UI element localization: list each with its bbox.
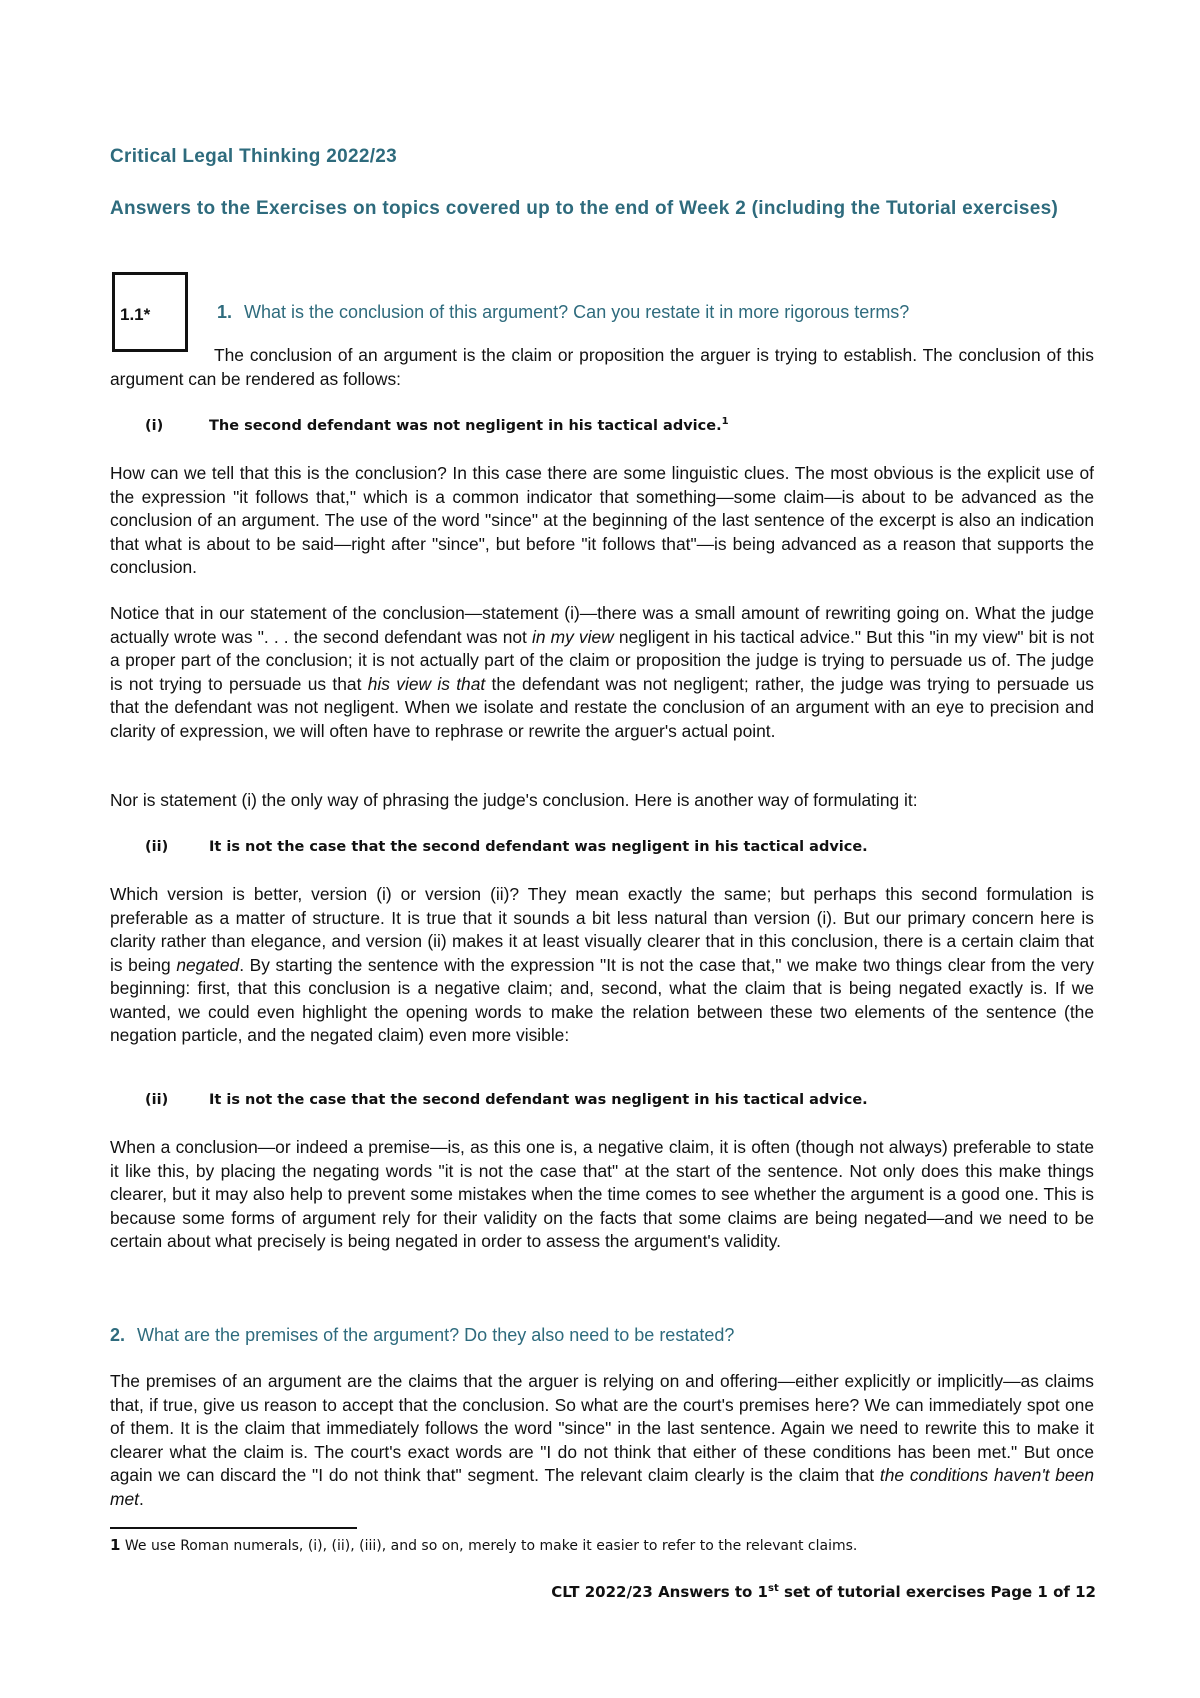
paragraph-another-way: Nor is statement (i) the only way of phrasing the judge's conclusion. Here is another way of formulating it:: [110, 790, 918, 810]
question-2-number: 2.: [110, 1325, 126, 1345]
statement-ii-highlighted: [145, 1092, 868, 1108]
page-footer: [551, 1583, 1096, 1601]
paragraph-which-version: [110, 883, 1094, 1048]
paragraph-negative-claim: When a conclusion—or indeed a premise—is, as this one is, a negative claim, it is often (though not always) preferable to state it like this, by placing the negating words "it is not the case that" at the start of the sentence. Not only does this make things clearer, but it may also help to prevent some mistakes when the time comes to see whether the argument is a good one. This is because some forms of argument rely for their validity on the facts that some claims are being negated—and we need to be certain about what precisely is being negated in order to assess the argument's validity.: [110, 1137, 1094, 1251]
footnote-reference: 1: [721, 416, 729, 428]
statement-ii-highlighted-text: It is not the case that the second defendant was negligent in his tactical advice.: [209, 1092, 868, 1108]
paragraph-premises: [110, 1370, 1094, 1511]
paragraph-which-version-part-c: . By starting the sentence with the expression "It is not the case that," we make two things clear from the very beginning: first, that this conclusion is a negative claim; and, second, what the claim that is being negated exactly is. If we wanted, we could even highlight the opening words to make the relation between these two elements of the sentence (the negation particle, and the negated claim) even more visible:: [110, 954, 1094, 1045]
footnote-text: We use Roman numerals, (i), (ii), (iii), and so on, merely to make it easier to refer to the relevant claims.: [124, 1538, 858, 1554]
question-2-text: What are the premises of the argument? Do they also need to be restated?: [137, 1325, 735, 1345]
paragraph-which-version-part-a: Which version is better, version (i) or version (ii)? They mean exactly the same; but perhaps this second formulation is preferable as a matter of structure. It is true that it sounds a bit less natural than version (i). But our primary concern here is clarity rather than elegance, and version (ii) makes it at least visually clearer that in this conclusion, there is a certain claim that is being: [110, 884, 1094, 975]
paragraph-rewriting: [110, 602, 1094, 743]
paragraph-rewriting-emphasis-1: in my view: [531, 626, 614, 647]
paragraph-rewriting-emphasis-2: his view is that: [367, 673, 486, 694]
paragraph-premises-emphasis: the conditions haven't been met: [110, 1465, 1094, 1509]
question-2-heading: [110, 1325, 734, 1346]
statement-ii-text: It is not the case that the second defendant was negligent in his tactical advice.: [209, 839, 868, 855]
paragraph-rewriting-part-a: Notice that in our statement of the conclusion—statement (i)—there was a small amount of rewriting going on. What the judge actually wrote was ". . . the second defendant was not: [110, 603, 1094, 647]
exercise-number-box: [112, 272, 188, 352]
document-subtitle: Answers to the Exercises on topics covered up to the end of Week 2 (including the Tutorial exercises): [110, 198, 1059, 219]
statement-ii-highlighted-number: (ii): [145, 1092, 169, 1108]
footnote-separator: [110, 1527, 357, 1529]
statement-i-number: (i): [145, 418, 164, 434]
paragraph-premises-part-a: The premises of an argument are the claims that the arguer is relying on and offering—either explicitly or implicitly—as claims that, if true, give us reason to accept that the conclusion. So what are the court's premises here? We can immediately spot one of them. It is the claim that immediately follows the word "since" in the last sentence. Again we need to rewrite this to make it clearer what the claim is. The court's exact words are "I do not think that either of these conditions has been met." But once again we can discard the "I do not think that" segment. The relevant claim clearly is the claim that: [110, 1371, 1094, 1485]
paragraph-rewriting-part-c: negligent in his tactical advice." But this "in my view" bit is not a proper part of the conclusion; it is not actually part of the claim or proposition the judge is trying to persuade us of. The judge is not trying to persuade us that: [110, 626, 1094, 694]
footer-text-a: CLT 2022/23 Answers to 1: [551, 1583, 768, 1601]
statement-ii: [145, 839, 868, 855]
document-title: Critical Legal Thinking 2022/23: [110, 146, 398, 167]
statement-i: [145, 418, 729, 434]
footnote: [110, 1536, 857, 1554]
paragraph-linguistic-clues: How can we tell that this is the conclusion? In this case there are some linguistic clues. The most obvious is the explicit use of the expression "it follows that," which is a common indicator that something—some claim—is about to be advanced as the conclusion of an argument. The use of the word "since" at the beginning of the last sentence of the excerpt is also an indication that what is about to be said—right after "since", but before "it follows that"—is being advanced as a reason that supports the conclusion.: [110, 463, 1094, 577]
paragraph-premises-part-c: .: [139, 1488, 144, 1509]
exercise-number-label: 1.1*: [120, 305, 151, 324]
paragraph-which-version-emphasis: negated: [176, 954, 240, 975]
paragraph-conclusion-definition: The conclusion of an argument is the claim or proposition the arguer is trying to establish. The conclusion of this argument can be rendered as follows:: [110, 345, 1094, 389]
question-1-heading: [217, 302, 909, 323]
statement-ii-number: (ii): [145, 839, 169, 855]
question-1-text: What is the conclusion of this argument? Can you restate it in more rigorous terms?: [244, 302, 910, 322]
footer-superscript: st: [768, 1583, 779, 1594]
question-1-number: 1.: [217, 302, 233, 322]
footnote-number: 1: [110, 1536, 121, 1554]
statement-i-text: The second defendant was not negligent in his tactical advice.: [209, 418, 722, 434]
footer-text-b: set of tutorial exercises Page 1 of 12: [778, 1583, 1096, 1601]
paragraph-rewriting-part-e: the defendant was not negligent; rather, the judge was trying to persuade us that the defendant was not negligent. When we isolate and restate the conclusion of an argument with an eye to precision and clarity of expression, we will often have to rephrase or rewrite the arguer's actual point.: [110, 673, 1094, 741]
